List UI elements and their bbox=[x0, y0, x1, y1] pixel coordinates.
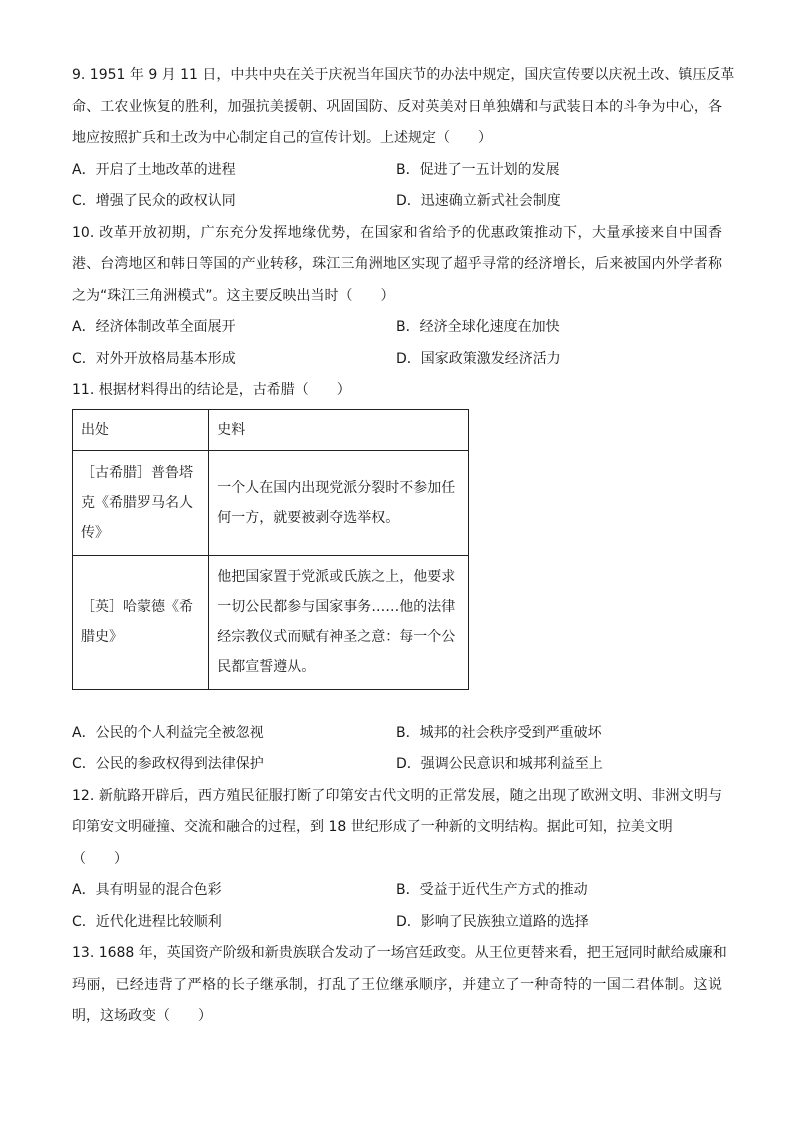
question-10 bbox=[72, 218, 722, 376]
option-d[interactable]: D．影响了民族独立道路的选择 bbox=[396, 913, 589, 930]
cell-line: 传》 bbox=[81, 524, 109, 541]
option-a[interactable]: A．公民的个人利益完全被忽视 bbox=[72, 724, 264, 741]
option-b[interactable]: B．促进了一五计划的发展 bbox=[396, 161, 560, 178]
question-11 bbox=[72, 375, 722, 781]
question-stem-line: 11. 根据材料得出的结论是，古希腊（ ） bbox=[72, 382, 351, 398]
question-stem-line: （ ） bbox=[72, 850, 128, 867]
cell-line: ［英］哈蒙德《希 bbox=[81, 599, 193, 615]
cell-line: 克《希腊罗马名人 bbox=[81, 494, 193, 511]
question-13 bbox=[72, 938, 727, 1033]
option-a[interactable]: A．具有明显的混合色彩 bbox=[72, 882, 222, 898]
option-c[interactable]: C．近代化进程比较顺利 bbox=[72, 913, 222, 930]
option-d[interactable]: D．强调公民意识和城邦利益至上 bbox=[396, 756, 603, 772]
option-c[interactable]: C．公民的参政权得到法律保护 bbox=[72, 756, 264, 772]
table-header-material: 史料 bbox=[209, 409, 469, 450]
question-stem-line: 玛丽，已经违背了严格的长子继承制，打乱了王位继承顺序，并建立了一种奇特的一国二君体制。这说 bbox=[72, 976, 722, 993]
option-c[interactable]: C．增强了民众的政权认同 bbox=[72, 193, 236, 209]
table-header-row bbox=[73, 409, 469, 450]
table-row bbox=[73, 555, 469, 689]
question-stem-line: 9. 1951 年 9 月 11 日，中共中央在关于庆祝当年国庆节的办法中规定，国庆宣传要以庆祝土改、镇压反革 bbox=[72, 67, 735, 83]
options-row bbox=[72, 749, 722, 781]
options-row bbox=[72, 875, 722, 907]
question-stem-line: 之为“珠江三角洲模式”。这主要反映出当时（ ） bbox=[72, 287, 395, 304]
cell-line: 民都宣誓遵从。 bbox=[217, 659, 316, 675]
option-a[interactable]: A．开启了土地改革的进程 bbox=[72, 161, 236, 178]
question-12 bbox=[72, 781, 722, 939]
cell-line: 一切公民都参与国家事务……他的法律 bbox=[217, 599, 456, 615]
question-stem-line: 10. 改革开放初期，广东充分发挥地缘优势，在国家和省给予的优惠政策推动下，大量承接来自中国香 bbox=[72, 224, 722, 241]
table-cell-source bbox=[73, 555, 209, 689]
option-d[interactable]: D．国家政策激发经济活力 bbox=[396, 350, 561, 367]
table-cell-material bbox=[209, 450, 469, 555]
table-header-source: 出处 bbox=[73, 409, 209, 450]
question-stem-line: 13. 1688 年，英国资产阶级和新贵族联合发动了一场宫廷政变。从王位更替来看，把王冠同时献给威廉和 bbox=[72, 945, 727, 961]
question-stem-line: 明，这场政变（ ） bbox=[72, 1008, 212, 1024]
options-row bbox=[72, 907, 722, 939]
cell-line: ［古希腊］普鲁塔 bbox=[81, 464, 193, 481]
question-stem-line: 地应按照扩兵和土改为中心制定自己的宣传计划。上述规定（ ） bbox=[72, 130, 492, 146]
question-stem-line: 12. 新航路开辟后，西方殖民征服打断了印第安古代文明的正常发展，随之出现了欧洲文明、非洲文明与 bbox=[72, 787, 722, 804]
table-cell-source bbox=[73, 450, 209, 555]
cell-line: 何一方，就要被剥夺选举权。 bbox=[217, 509, 400, 526]
options-row bbox=[72, 344, 722, 376]
cell-line: 一个人在国内出现党派分裂时不参加任 bbox=[217, 479, 456, 496]
options-row bbox=[72, 312, 722, 344]
source-table bbox=[72, 409, 469, 690]
option-b[interactable]: B．城邦的社会秩序受到严重破坏 bbox=[396, 724, 602, 741]
exam-page bbox=[72, 60, 735, 1033]
option-d[interactable]: D．迅速确立新式社会制度 bbox=[396, 193, 561, 209]
table-cell-material bbox=[209, 555, 469, 689]
question-stem-line: 印第安文明碰撞、交流和融合的过程，到 18 世纪形成了一种新的文明结构。据此可知，拉美文明 bbox=[72, 819, 673, 835]
question-9 bbox=[72, 60, 735, 218]
cell-line: 经宗教仪式而赋有神圣之意：每一个公 bbox=[217, 629, 456, 645]
question-stem-line: 命、工农业恢复的胜利，加强抗美援朝、巩固国防、反对英美对日单独媾和与武装日本的斗争为中心，各 bbox=[72, 98, 722, 115]
spacer bbox=[72, 690, 722, 718]
options-row bbox=[72, 155, 722, 187]
cell-line: 腊史》 bbox=[81, 629, 123, 645]
option-a[interactable]: A．经济体制改革全面展开 bbox=[72, 319, 236, 335]
option-c[interactable]: C．对外开放格局基本形成 bbox=[72, 350, 236, 367]
options-row bbox=[72, 718, 722, 750]
option-b[interactable]: B．经济全球化速度在加快 bbox=[396, 319, 560, 335]
question-stem-line: 港、台湾地区和韩日等国的产业转移，珠江三角洲地区实现了超乎寻常的经济增长，后来被国内外学者称 bbox=[72, 256, 722, 272]
table-row bbox=[73, 450, 469, 555]
option-b[interactable]: B．受益于近代生产方式的推动 bbox=[396, 882, 588, 898]
cell-line: 他把国家置于党派或氏族之上，他要求 bbox=[217, 569, 456, 585]
options-row bbox=[72, 186, 722, 218]
